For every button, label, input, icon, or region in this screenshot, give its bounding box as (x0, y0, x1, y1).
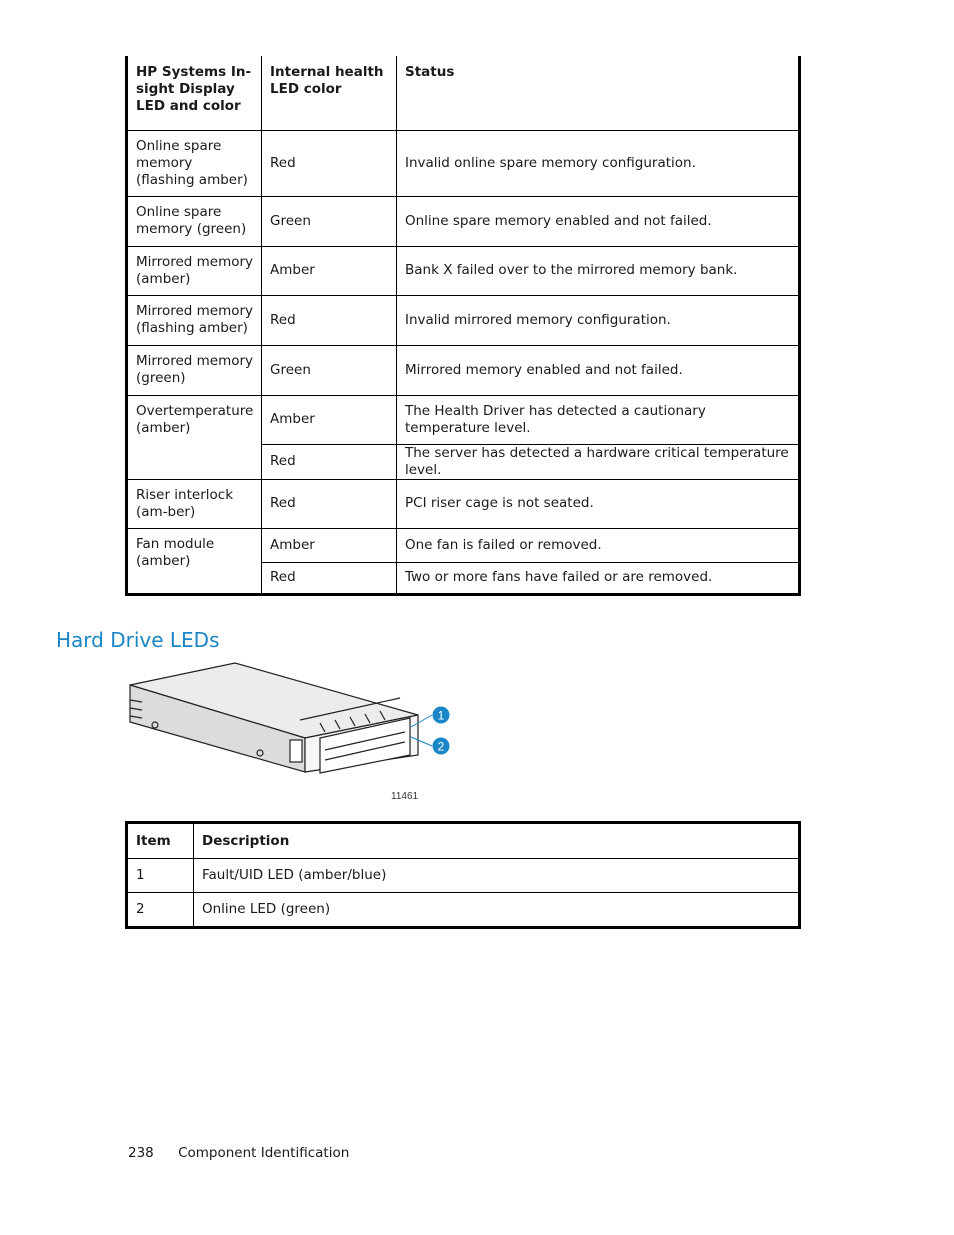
status-cell: PCI riser cage is not seated. (397, 479, 800, 528)
led-cell: Mirrored memory (green) (127, 345, 262, 395)
led-cell: Fan module (amber) (127, 528, 262, 594)
hard-drive-illustration (120, 660, 460, 805)
status-cell: One fan is failed or removed. (397, 528, 800, 562)
status-cell: The server has detected a hardware critical temperature level. (397, 444, 800, 479)
figure-id: 11461 (391, 791, 419, 802)
header-status: Status (405, 64, 455, 80)
item-description-table (125, 821, 801, 929)
chapter-title: Component Identification (178, 1145, 350, 1161)
table-row (127, 479, 800, 528)
table-row (127, 130, 800, 196)
status-cell: The Health Driver has detected a cautionary temperature level. (397, 395, 800, 444)
callout-2-label: 2 (437, 739, 445, 754)
color-cell: Red (262, 295, 397, 345)
description-cell: Online LED (green) (194, 893, 800, 928)
table-row (127, 196, 800, 246)
description-cell: Fault/UID LED (amber/blue) (194, 859, 800, 893)
page-number: 238 (128, 1145, 154, 1161)
led-cell: Overtemperature (amber) (127, 395, 262, 479)
section-title: Hard Drive LEDs (56, 628, 220, 652)
color-cell: Amber (262, 395, 397, 444)
status-cell: Two or more fans have failed or are removed. (397, 562, 800, 594)
led-cell: Mirrored memory (flashing amber) (127, 295, 262, 345)
color-cell: Green (262, 196, 397, 246)
table-row (127, 345, 800, 395)
header-led: HP Systems In-sight Display LED and color (127, 56, 262, 130)
table-header-row (127, 56, 800, 130)
table-row (127, 295, 800, 345)
led-cell: Mirrored memory (amber) (127, 246, 262, 295)
color-cell: Green (262, 345, 397, 395)
item-cell: 2 (127, 893, 194, 928)
color-cell: Red (262, 444, 397, 479)
led-cell: Online spare memory (flashing amber) (127, 130, 262, 196)
color-cell: Red (262, 562, 397, 594)
color-cell: Red (262, 479, 397, 528)
status-cell: Bank X failed over to the mirrored memory bank. (397, 246, 800, 295)
table-header-row (127, 823, 800, 859)
color-cell: Amber (262, 528, 397, 562)
color-cell: Amber (262, 246, 397, 295)
table-row (127, 395, 800, 444)
status-cell: Invalid online spare memory configuration. (397, 130, 800, 196)
led-cell: Online spare memory (green) (127, 196, 262, 246)
led-status-table (125, 56, 801, 596)
header-item: Item (127, 823, 194, 859)
table-row (127, 859, 800, 893)
status-cell: Invalid mirrored memory configuration. (397, 295, 800, 345)
status-cell: Online spare memory enabled and not failed. (397, 196, 800, 246)
table-row (127, 246, 800, 295)
table-row (127, 893, 800, 928)
drive-outline (130, 663, 418, 773)
led-cell: Riser interlock (am-ber) (127, 479, 262, 528)
item-cell: 1 (127, 859, 194, 893)
header-health-color: Internal health LED color (262, 56, 397, 130)
color-cell: Red (262, 130, 397, 196)
header-description: Description (202, 832, 290, 849)
table-row (127, 528, 800, 562)
callout-1-label: 1 (437, 708, 445, 723)
status-cell: Mirrored memory enabled and not failed. (397, 345, 800, 395)
page-footer (128, 1145, 349, 1161)
